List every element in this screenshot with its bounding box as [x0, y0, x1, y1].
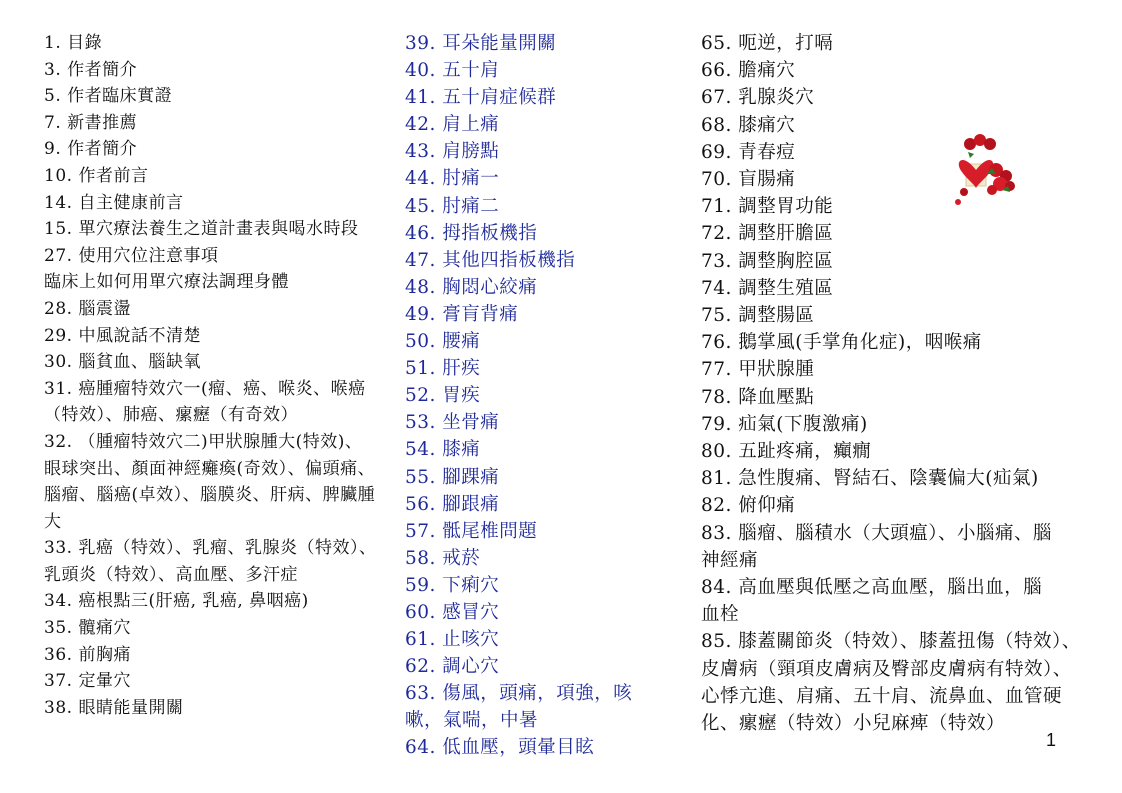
toc-item: 81. 急性腹痛、腎結石、陰囊偏大(疝氣)	[701, 468, 1039, 490]
toc-item: 58. 戒菸	[405, 547, 481, 569]
toc-item: 32. （腫瘤特效穴二)甲狀腺腫大(特效)、眼球突出、顏面神經癱瘓(奇效）、偏頭痛、腦瘤、腦癌(卓效）、腦膜炎、肝病、脾臟腫大	[44, 431, 376, 532]
toc-item: 48. 胸悶心絞痛	[405, 276, 538, 298]
toc-item: 62. 調心穴	[405, 656, 500, 678]
toc-item: 65. 呃逆，打嗝	[701, 33, 834, 54]
toc-item: 5. 作者臨床實證	[44, 86, 173, 107]
toc-item: 78. 降血壓點	[701, 386, 815, 408]
toc-item: 46. 拇指板機指	[405, 222, 538, 244]
toc-item: 30. 腦貧血、腦缺氧	[44, 352, 201, 373]
toc-item: 39. 耳朵能量開關	[405, 33, 557, 54]
toc-item: 64. 低血壓，頭暈目眩	[405, 737, 595, 759]
toc-item: 50. 腰痛	[405, 331, 481, 353]
toc-item: 40. 五十肩	[405, 60, 500, 82]
toc-item: 63. 傷風，頭痛，項強，咳嗽，氣喘，中暑	[405, 683, 633, 732]
toc-item: 51. 肝疾	[405, 358, 481, 380]
toc-item: 27. 使用穴位注意事項	[44, 245, 219, 266]
toc-column-right	[701, 30, 1101, 737]
heart-with-roses-icon	[952, 130, 1020, 208]
toc-item: 10. 作者前言	[44, 165, 149, 186]
toc-item: 73. 調整胸腔區	[701, 250, 834, 272]
toc-item: 3. 作者簡介	[44, 59, 138, 80]
toc-item: 69. 青春痘	[701, 141, 796, 163]
toc-item: 臨床上如何用單穴療法調理身體	[44, 272, 289, 293]
toc-item: 68. 膝痛穴	[701, 114, 796, 136]
toc-item: 47. 其他四指板機指	[405, 249, 576, 271]
toc-item: 29. 中風說話不清楚	[44, 325, 201, 346]
toc-item: 37. 定暈穴	[44, 671, 131, 692]
toc-item: 53. 坐骨痛	[405, 412, 500, 434]
toc-item: 49. 膏肓背痛	[405, 303, 519, 325]
toc-item: 82. 俯仰痛	[701, 495, 796, 517]
toc-item: 60. 感冒穴	[405, 601, 500, 623]
toc-item: 77. 甲狀腺腫	[701, 359, 815, 381]
toc-item: 52. 胃疾	[405, 385, 481, 407]
toc-item: 72. 調整肝膽區	[701, 223, 834, 245]
toc-item: 61. 止咳穴	[405, 629, 500, 651]
toc-item: 42. 肩上痛	[405, 114, 500, 136]
toc-item: 55. 腳踝痛	[405, 466, 500, 488]
toc-item: 14. 自主健康前言	[44, 192, 184, 213]
toc-item: 76. 鵝掌風(手掌角化症)，咽喉痛	[701, 332, 982, 354]
toc-item: 83. 腦瘤、腦積水（大頭瘟）、小腦痛、腦神經痛	[701, 522, 1053, 571]
toc-item: 44. 肘痛一	[405, 168, 500, 190]
toc-item: 84. 高血壓與低壓之高血壓，腦出血，腦血栓	[701, 577, 1043, 626]
toc-item: 43. 肩膀點	[405, 141, 500, 163]
toc-item: 74. 調整生殖區	[701, 277, 834, 299]
toc-item: 15. 單穴療法養生之道計畫表與喝水時段	[44, 219, 359, 240]
toc-item: 36. 前胸痛	[44, 644, 131, 665]
toc-item: 33. 乳癌（特效）、乳瘤、乳腺炎（特效）、乳頭炎（特效）、高血壓、多汗症	[44, 538, 377, 585]
toc-item: 35. 髖痛穴	[44, 618, 131, 639]
toc-item: 56. 腳跟痛	[405, 493, 500, 515]
toc-item: 70. 盲腸痛	[701, 169, 796, 191]
toc-item: 38. 眼睛能量開關	[44, 697, 184, 718]
toc-item: 1. 目錄	[44, 33, 103, 53]
toc-item: 59. 下痢穴	[405, 574, 500, 596]
toc-item: 85. 膝蓋關節炎（特效）、膝蓋扭傷（特效）、皮膚病（頸項皮膚病及臀部皮膚病有特效）、心悸亢進、肩痛、五十肩、流鼻血、血管硬化、瘰癧（特效）小兒麻痺（特效）	[701, 631, 1081, 735]
toc-item: 79. 疝氣(下腹激痛)	[701, 413, 868, 435]
toc-item: 41. 五十肩症候群	[405, 87, 557, 109]
toc-column-middle	[405, 30, 665, 762]
toc-item: 34. 癌根點三(肝癌, 乳癌, 鼻咽癌)	[44, 591, 309, 612]
toc-item: 71. 調整胃功能	[701, 196, 834, 218]
page-number: 1	[1046, 730, 1057, 750]
toc-column-left	[44, 30, 384, 721]
toc-item: 45. 肘痛二	[405, 195, 500, 217]
toc-item: 54. 膝痛	[405, 439, 481, 461]
toc-item: 57. 骶尾椎問題	[405, 520, 538, 542]
toc-item: 28. 腦震盪	[44, 298, 131, 319]
toc-item: 7. 新書推薦	[44, 112, 138, 133]
toc-item: 66. 膽痛穴	[701, 60, 796, 82]
toc-item: 67. 乳腺炎穴	[701, 87, 815, 109]
toc-item: 80. 五趾疼痛，癲癇	[701, 441, 872, 463]
toc-item: 9. 作者簡介	[44, 139, 138, 160]
toc-item: 31. 癌腫瘤特效穴一(瘤、癌、喉炎、喉癌（特效）、肺癌、瘰癧（有奇效）	[44, 378, 366, 426]
toc-item: 75. 調整腸區	[701, 305, 815, 327]
